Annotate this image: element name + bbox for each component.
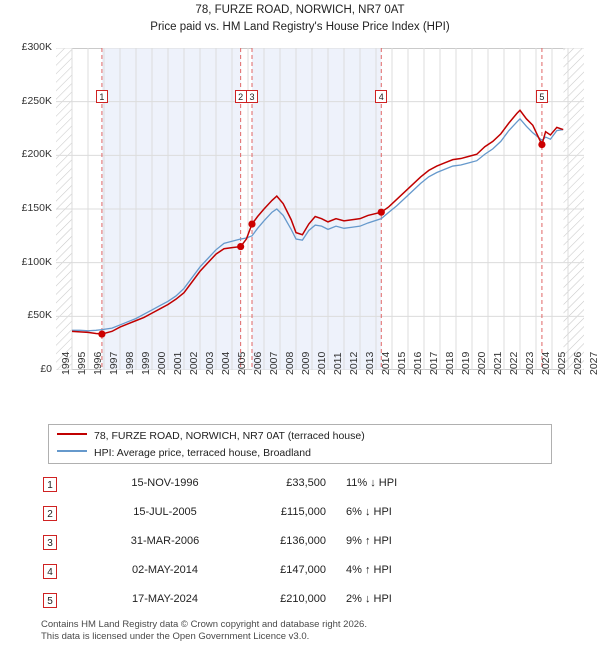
row-date: 15-JUL-2005 — [133, 506, 197, 518]
row-date: 31-MAR-2006 — [130, 535, 200, 547]
row-hpi-delta: 11% ↓ HPI — [346, 477, 398, 489]
row-date: 17-MAY-2024 — [131, 593, 199, 605]
legend-label-price-paid: 78, FURZE ROAD, NORWICH, NR7 0AT (terraced house) — [94, 430, 365, 442]
x-axis-tick: 1994 — [60, 351, 72, 375]
x-axis-tick: 2001 — [172, 351, 184, 375]
y-axis-tick: £50K — [27, 309, 52, 322]
x-axis-tick: 2024 — [540, 351, 552, 375]
page-title: 78, FURZE ROAD, NORWICH, NR7 0AT — [195, 4, 405, 16]
chart-marker-badge: 3 — [246, 90, 258, 103]
x-axis-tick: 2015 — [396, 351, 408, 375]
row-date: 02-MAY-2014 — [131, 564, 199, 576]
x-axis-tick: 2017 — [428, 351, 440, 375]
row-price: £210,000 — [280, 593, 326, 605]
x-axis-tick: 1998 — [124, 351, 136, 375]
footer-line-2: This data is licensed under the Open Government Licence v3.0. — [41, 631, 310, 642]
x-axis-tick: 2020 — [476, 351, 488, 375]
row-price: £115,000 — [280, 506, 326, 518]
footer-attribution — [41, 619, 581, 643]
legend-swatch-price-paid — [57, 433, 87, 435]
x-axis-tick: 2014 — [380, 351, 392, 375]
chart-marker-badge: 5 — [536, 90, 548, 103]
chart-marker-badge: 4 — [375, 90, 387, 103]
row-index-badge: 2 — [43, 506, 57, 521]
x-axis-tick: 2008 — [284, 351, 296, 375]
x-axis-tick: 2019 — [460, 351, 472, 375]
table-row — [40, 588, 560, 617]
x-axis-tick: 1996 — [92, 351, 104, 375]
x-axis-tick: 2026 — [572, 351, 584, 375]
x-axis-tick: 1995 — [76, 351, 88, 375]
y-axis-tick: £250K — [21, 94, 52, 107]
row-price: £147,000 — [280, 564, 326, 576]
table-row — [40, 530, 560, 559]
row-hpi-delta: 2% ↓ HPI — [346, 593, 392, 605]
x-axis-tick: 2016 — [412, 351, 424, 375]
x-axis-tick: 2000 — [156, 351, 168, 375]
y-axis-tick: £0 — [40, 363, 52, 375]
page-subtitle: Price paid vs. HM Land Registry's House Price Index (HPI) — [150, 21, 450, 33]
transactions-table — [40, 472, 560, 617]
x-axis-tick: 2021 — [492, 351, 504, 375]
y-axis-tick: £300K — [21, 41, 52, 53]
row-hpi-delta: 4% ↑ HPI — [346, 564, 392, 576]
plot-area — [0, 40, 600, 375]
x-axis-tick: 2007 — [268, 351, 280, 375]
table-row — [40, 501, 560, 530]
x-axis-tick: 2011 — [332, 352, 344, 375]
price-history-chart — [56, 48, 584, 370]
row-index-badge: 1 — [43, 477, 57, 492]
x-axis-tick: 2027 — [588, 351, 600, 375]
x-axis-tick: 2002 — [188, 351, 200, 375]
x-axis-tick: 2004 — [220, 351, 232, 375]
footer-line-1: Contains HM Land Registry data © Crown copyright and database right 2026. — [41, 619, 367, 630]
x-axis-tick: 2013 — [364, 351, 376, 375]
table-row — [40, 472, 560, 501]
row-index-badge: 4 — [43, 564, 57, 579]
legend-item-hpi — [57, 447, 311, 459]
row-hpi-delta: 6% ↓ HPI — [346, 506, 392, 518]
x-axis-tick: 2023 — [524, 351, 536, 375]
row-index-badge: 3 — [43, 535, 57, 550]
table-row — [40, 559, 560, 588]
y-axis-tick: £200K — [21, 148, 52, 161]
legend-item-price-paid — [57, 430, 365, 442]
legend-swatch-hpi — [57, 450, 87, 452]
x-axis-tick: 1997 — [108, 351, 120, 375]
row-price: £33,500 — [286, 477, 326, 489]
x-axis-tick: 2010 — [316, 351, 328, 375]
row-date: 15-NOV-1996 — [131, 477, 199, 489]
row-price: £136,000 — [280, 535, 326, 547]
row-index-badge: 5 — [43, 593, 57, 608]
y-axis-tick: £100K — [21, 255, 52, 268]
chart-marker-badge: 1 — [96, 90, 108, 103]
x-axis-tick: 2022 — [508, 351, 520, 375]
chart-plot — [21, 41, 600, 375]
x-axis-tick: 2005 — [236, 351, 248, 375]
x-axis-tick: 2006 — [252, 351, 264, 375]
y-axis-tick: £150K — [21, 202, 52, 214]
chart-legend — [48, 424, 552, 464]
x-axis-tick: 2009 — [300, 351, 312, 375]
x-axis-tick: 1999 — [140, 351, 152, 375]
x-axis-tick: 2003 — [204, 351, 216, 375]
legend-label-hpi: HPI: Average price, terraced house, Broadland — [94, 447, 311, 459]
x-axis-tick: 2018 — [444, 351, 456, 375]
x-axis-tick: 2025 — [556, 351, 568, 375]
chart-marker-badge: 2 — [235, 90, 247, 103]
x-axis-tick: 2012 — [348, 351, 360, 375]
row-hpi-delta: 9% ↑ HPI — [346, 535, 392, 547]
